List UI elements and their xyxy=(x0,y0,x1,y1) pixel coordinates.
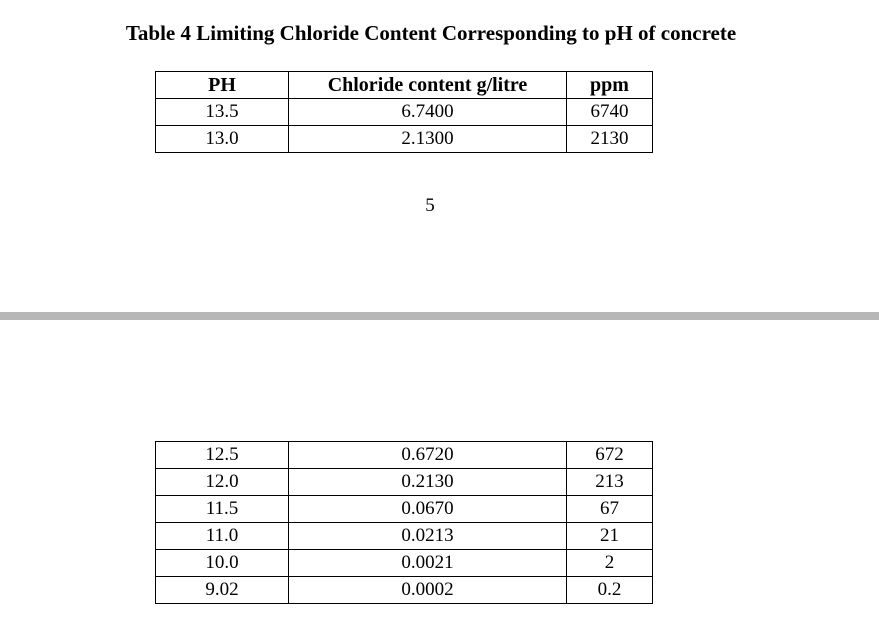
table-title: Table 4 Limiting Chloride Content Corresponding to pH of concrete xyxy=(125,21,737,45)
cell-ph: 12.5 xyxy=(156,442,289,469)
cell-ppm: 2130 xyxy=(567,126,653,153)
cell-ph: 13.5 xyxy=(156,99,289,126)
table-row xyxy=(156,99,653,126)
cell-ppm: 0.2 xyxy=(567,577,653,604)
cell-ph: 12.0 xyxy=(156,469,289,496)
table-header-row xyxy=(156,72,653,99)
cell-ppm: 21 xyxy=(567,523,653,550)
table-row xyxy=(156,523,653,550)
cell-ph: 13.0 xyxy=(156,126,289,153)
cell-ph: 9.02 xyxy=(156,577,289,604)
cell-ppm: 2 xyxy=(567,550,653,577)
header-ppm: ppm xyxy=(567,72,653,99)
table-row xyxy=(156,577,653,604)
cell-chloride: 0.0213 xyxy=(289,523,567,550)
cell-chloride: 6.7400 xyxy=(289,99,567,126)
table-row xyxy=(156,469,653,496)
chloride-table-part-1 xyxy=(155,71,653,153)
cell-ph: 11.0 xyxy=(156,523,289,550)
cell-ppm: 67 xyxy=(567,496,653,523)
cell-ppm: 672 xyxy=(567,442,653,469)
cell-ppm: 213 xyxy=(567,469,653,496)
page-number: 5 xyxy=(425,195,435,216)
table-row xyxy=(156,496,653,523)
chloride-table-part-2 xyxy=(155,441,653,604)
table-row xyxy=(156,442,653,469)
cell-chloride: 0.6720 xyxy=(289,442,567,469)
cell-chloride: 0.0002 xyxy=(289,577,567,604)
cell-chloride: 0.0021 xyxy=(289,550,567,577)
header-ph: PH xyxy=(156,72,289,99)
cell-ppm: 6740 xyxy=(567,99,653,126)
page-break-divider xyxy=(0,312,879,320)
cell-chloride: 2.1300 xyxy=(289,126,567,153)
cell-chloride: 0.2130 xyxy=(289,469,567,496)
cell-ph: 10.0 xyxy=(156,550,289,577)
cell-chloride: 0.0670 xyxy=(289,496,567,523)
header-chloride-content: Chloride content g/litre xyxy=(289,72,567,99)
table-row xyxy=(156,126,653,153)
cell-ph: 11.5 xyxy=(156,496,289,523)
table-row xyxy=(156,550,653,577)
